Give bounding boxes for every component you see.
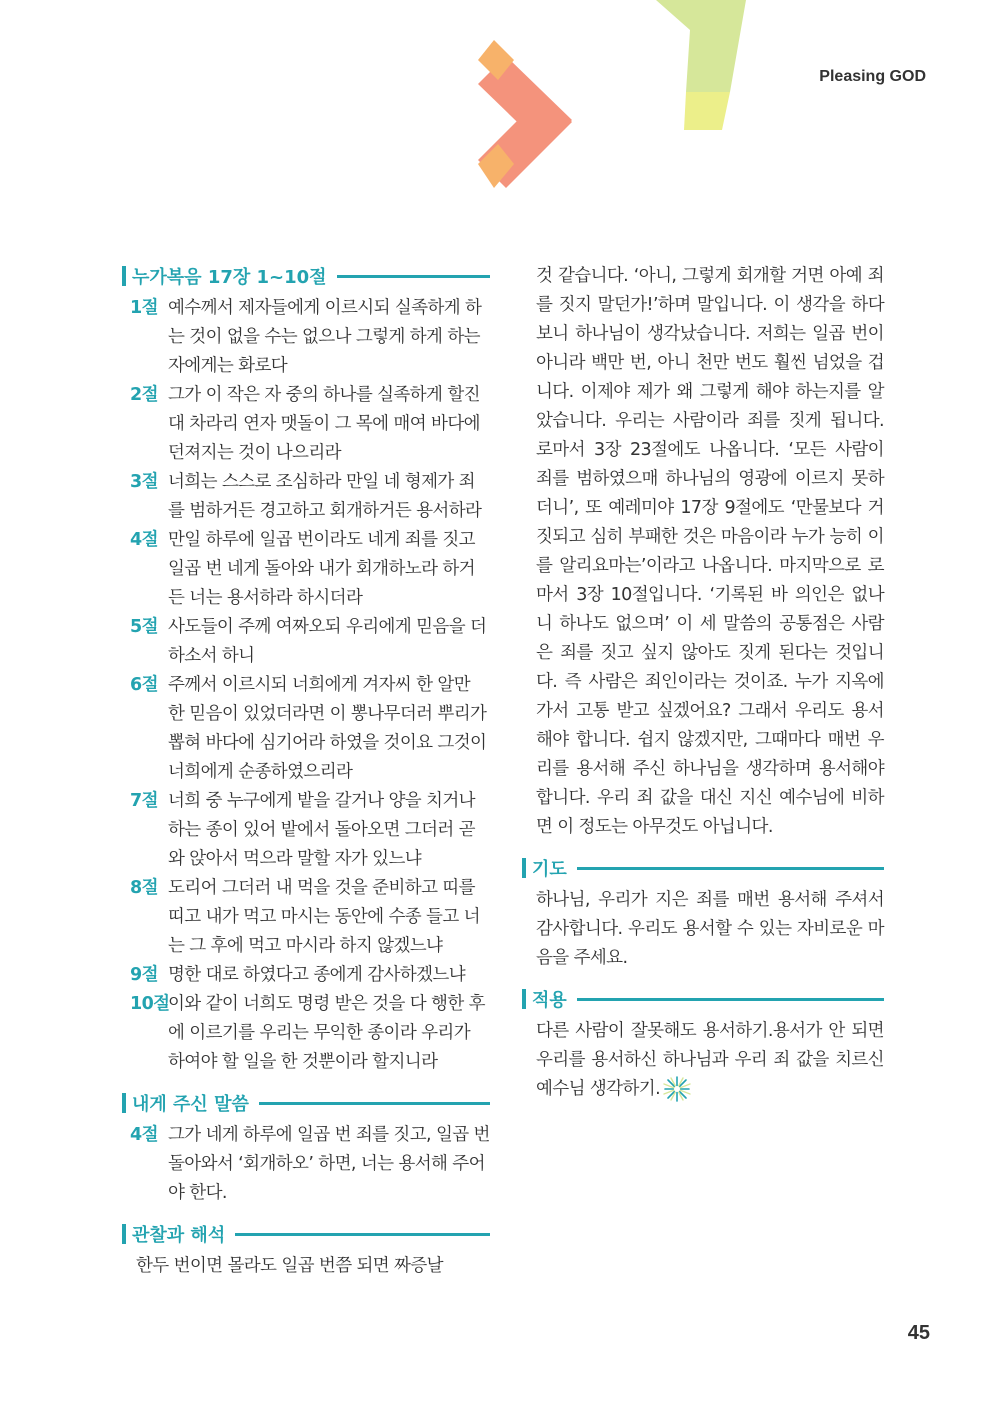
page-number: 45: [907, 1322, 930, 1344]
given-word-heading-label: 내게 주신 말씀: [132, 1094, 249, 1115]
yellow-bar-tip: [684, 92, 730, 130]
prayer-text: 하나님, 우리가 지은 죄를 매번 용서해 주셔서 감사합니다. 우리도 용서할 수 있는 자비로운 마음을 주세요.: [536, 890, 884, 968]
verse-row: [122, 613, 490, 671]
verse-number: 10절: [130, 994, 170, 1014]
heading-rule: [337, 275, 490, 278]
heading-bar-icon: [522, 989, 526, 1009]
verse-number: 1절: [130, 298, 158, 318]
verse-text: 이와 같이 너희도 명령 받은 것을 다 행한 후에 이르기를 우리는 무익한 종이라 우리가 하여야 할 일을 한 것뿐이라 할지니라: [168, 994, 485, 1072]
verse-text: 사도들이 주께 여짜오되 우리에게 믿음을 더하소서 하니: [168, 617, 487, 666]
verse-row: [122, 294, 490, 381]
verse-row: [122, 874, 490, 961]
verse-number: 6절: [130, 675, 158, 695]
verse-text: 예수께서 제자들에게 이르시되 실족하게 하는 것이 없을 수는 없으나 그렇게 하게 하는 자에게는 화로다: [168, 298, 482, 376]
verse-text: 너희 중 누구에게 밭을 갈거나 양을 치거나 하는 종이 있어 밭에서 돌아오면 그더러 곧 와 앉아서 먹으라 말할 자가 있느냐: [168, 791, 475, 869]
verse-number: 8절: [130, 878, 158, 898]
observation-text-start: 한두 번이면 몰라도 일곱 번쯤 되면 짜증날: [136, 1256, 443, 1276]
sparkle-burst-icon: [660, 1075, 694, 1103]
verse-number: 5절: [130, 617, 158, 637]
verse-row: [122, 526, 490, 613]
spacer: [122, 1077, 490, 1089]
verse-text: 만일 하루에 일곱 번이라도 네게 죄를 짓고 일곱 번 네게 돌아와 내가 회개하노라 하거든 너는 용서하라 하시더라: [168, 530, 475, 608]
verse-row: [122, 787, 490, 874]
heading-bar-icon: [122, 1224, 126, 1244]
observation-heading-label: 관찰과 해석: [132, 1225, 226, 1246]
prayer-heading: [522, 854, 884, 882]
verse-row: [122, 468, 490, 526]
heading-bar-icon: [122, 266, 126, 286]
verse-row: [122, 671, 490, 787]
verse-number: 2절: [130, 385, 158, 405]
verse-row: [122, 990, 490, 1077]
observation-heading: [122, 1220, 490, 1248]
application-text: 다른 사람이 잘못해도 용서하기.용서가 안 되면 우리를 용서하신 하나님과 우리 죄 값을 치르신 예수님 생각하기.: [536, 1021, 884, 1099]
lime-bar: [656, 0, 746, 92]
verse-number: 9절: [130, 965, 158, 985]
verse-text: 주께서 이르시되 너희에게 겨자씨 한 알만 한 믿음이 있었더라면 이 뽕나무더러 뿌리가 뽑혀 바다에 심기어라 하였을 것이요 그것이 너희에게 순종하였으리라: [168, 675, 487, 782]
prayer-heading-label: 기도: [532, 859, 567, 880]
spacer: [522, 842, 884, 854]
verse-number: 4절: [130, 530, 158, 550]
heading-rule: [235, 1233, 490, 1236]
left-column: [122, 262, 490, 1281]
heading-rule: [577, 867, 884, 870]
application-heading-label: 적용: [532, 990, 567, 1011]
verse-text: 너희는 스스로 조심하라 만일 네 형제가 죄를 범하거든 경고하고 회개하거든 용서하라: [168, 472, 482, 521]
heading-bar-icon: [122, 1093, 126, 1113]
verse-text: 명한 대로 하였다고 종에게 감사하겠느냐: [168, 965, 466, 985]
scripture-heading: [122, 262, 490, 290]
given-word-heading: [122, 1089, 490, 1117]
scripture-heading-label: 누가복음 17장 1~10절: [132, 267, 327, 288]
application-paragraph: [522, 1017, 884, 1104]
verse-number: 4절: [130, 1125, 158, 1145]
verse-number: 3절: [130, 472, 158, 492]
verse-text: 그가 네게 하루에 일곱 번 죄를 짓고, 일곱 번 돌아와서 ‘회개하오’ 하면, 너는 용서해 주어야 한다.: [168, 1125, 490, 1203]
application-heading: [522, 985, 884, 1013]
spacer: [522, 973, 884, 985]
given-verse-row: [122, 1121, 490, 1208]
spacer: [122, 1208, 490, 1220]
right-column: [522, 262, 884, 1104]
heading-bar-icon: [522, 858, 526, 878]
heading-rule: [577, 998, 884, 1001]
header-title: Pleasing GOD: [819, 68, 926, 85]
verse-row: [122, 381, 490, 468]
observation-text-continued: 것 같습니다. ‘아니, 그렇게 회개할 거면 아예 죄를 짓지 말던가!’하며 말입니다. 이 생각을 하다 보니 하나님이 생각났습니다. 저희는 일곱 번이 아니라 백만 번, 아니 천만 번도 훨씬 넘었을 겁니다. 이제야 제가 왜 그렇게 해야 하는지를 알았습니다. 우리는 사람이라 죄를 짓게 됩니다. 로마서 3장 23절에도 나옵니다. ‘모든 사람이 죄를 범하였으매 하나님의 영광에 이르지 못하더니’, 또 예레미야 17장 9절에도 ‘만물보다 거짓되고 심히 부패한 것은 마음이라 누가 능히 이를 알리요마는’이라고 나옵니다. 마지막으로 로마서 3장 10절입니다. ‘기록된 바 의인은 없나니 하나도 없으며’ 이 세 말씀의 공통점은 사람은 죄를 짓고 싶지 않아도 짓게 된다는 것입니다. 즉 사람은 죄인이라는 것이죠. 누가 지옥에 가서 고통 받고 싶겠어요? 그래서 우리도 용서해야 합니다. 쉽지 않겠지만, 그때마다 매번 우리를 용서해 주신 하나님을 생각하며 용서해야 합니다. 우리 죄 값을 대신 지신 예수님에 비하면 이 정도는 아무것도 아닙니다.: [536, 266, 884, 837]
verse-text: 도리어 그더러 내 먹을 것을 준비하고 띠를 띠고 내가 먹고 마시는 동안에 수종 들고 너는 그 후에 먹고 마시라 하지 않겠느냐: [168, 878, 480, 956]
verse-text: 그가 이 작은 자 중의 하나를 실족하게 할진대 차라리 연자 맷돌이 그 목에 매여 바다에 던져지는 것이 나으리라: [168, 385, 480, 463]
verse-number: 7절: [130, 791, 158, 811]
decorative-arrows: [0, 0, 1002, 220]
heading-rule: [259, 1102, 490, 1105]
verse-row: [122, 961, 490, 990]
